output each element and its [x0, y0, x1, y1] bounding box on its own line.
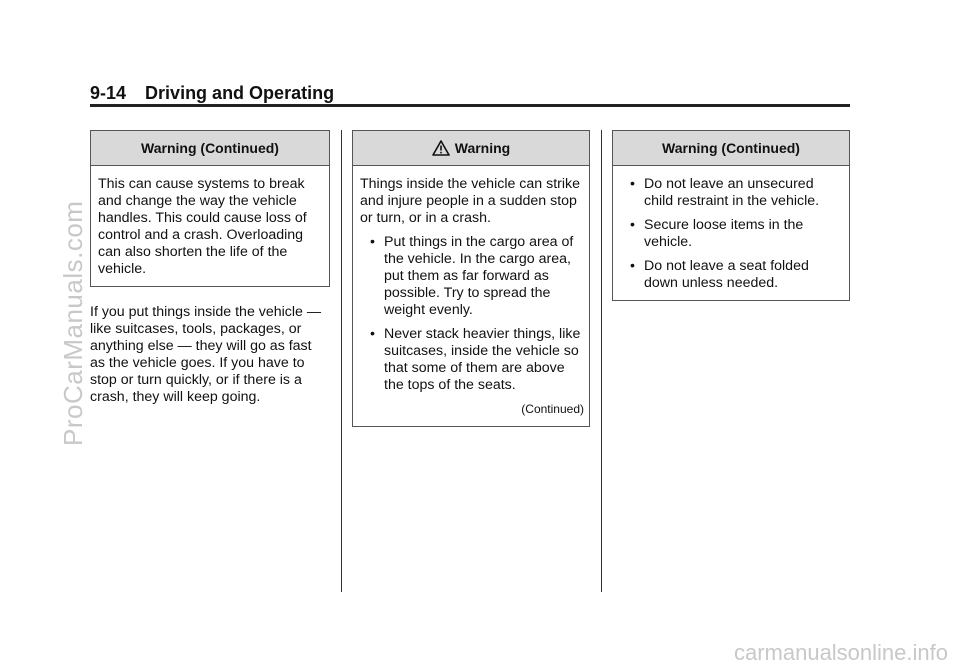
column-divider-2	[601, 130, 602, 592]
box-title-row	[353, 131, 589, 166]
watermark-left: ProCarManuals.com	[58, 200, 88, 446]
warning-box	[352, 130, 590, 427]
bullet-icon: •	[630, 176, 635, 192]
box-intro: Things inside the vehicle can strike and injure people in a sudden stop or turn, or in a crash.	[360, 176, 581, 226]
list-item	[620, 176, 842, 210]
list-item-text: Never stack heavier things, like suitcases, inside the vehicle so that some of them are above the tops of the seats.	[384, 326, 581, 393]
bullet-icon: •	[630, 217, 635, 233]
list-item	[620, 217, 842, 251]
bullet-list	[620, 176, 842, 292]
continued-label: (Continued)	[521, 402, 584, 416]
box-text: This can cause systems to break and change the way the vehicle handles. This could cause loss of control and a crash. Overloading can also shorten the life of the vehicle.	[98, 176, 307, 277]
list-item-text: Secure loose items in the vehicle.	[644, 217, 804, 250]
list-item-text: Do not leave a seat folded down unless needed.	[644, 258, 809, 291]
page-header	[90, 82, 850, 104]
bullet-list	[360, 234, 582, 394]
box-title: Warning	[454, 140, 511, 156]
list-item	[620, 258, 842, 292]
list-item	[360, 326, 582, 394]
warning-triangle-icon	[432, 140, 450, 156]
box-body	[613, 166, 849, 300]
list-item-text: Do not leave an unsecured child restraint in the vehicle.	[644, 176, 820, 209]
header-rule	[90, 104, 850, 107]
bullet-icon: •	[630, 258, 635, 274]
column-divider-1	[341, 130, 342, 592]
page-number: 9-14	[90, 83, 127, 103]
box-body	[353, 166, 589, 426]
bullet-icon: •	[370, 326, 375, 342]
warning-continued-box-2	[612, 130, 850, 301]
box-title: Warning (Continued)	[613, 131, 849, 166]
list-item	[360, 234, 582, 319]
watermark-bottom: carmanualsonline.info	[733, 640, 948, 665]
section-title: Driving and Operating	[145, 83, 335, 103]
list-item-text: Put things in the cargo area of the vehicle. In the cargo area, put them as far forward as possible. Try to spread the weight evenly.	[384, 234, 574, 318]
bullet-icon: •	[370, 234, 375, 250]
box-body	[91, 166, 329, 286]
body-paragraph: If you put things inside the vehicle — like suitcases, tools, packages, or anything else — they will go as fast as the vehicle goes. If you have to stop or turn quickly, or if there is a crash, they will keep going.	[90, 304, 322, 405]
box-title: Warning (Continued)	[91, 131, 329, 166]
warning-continued-box-1	[90, 130, 330, 287]
